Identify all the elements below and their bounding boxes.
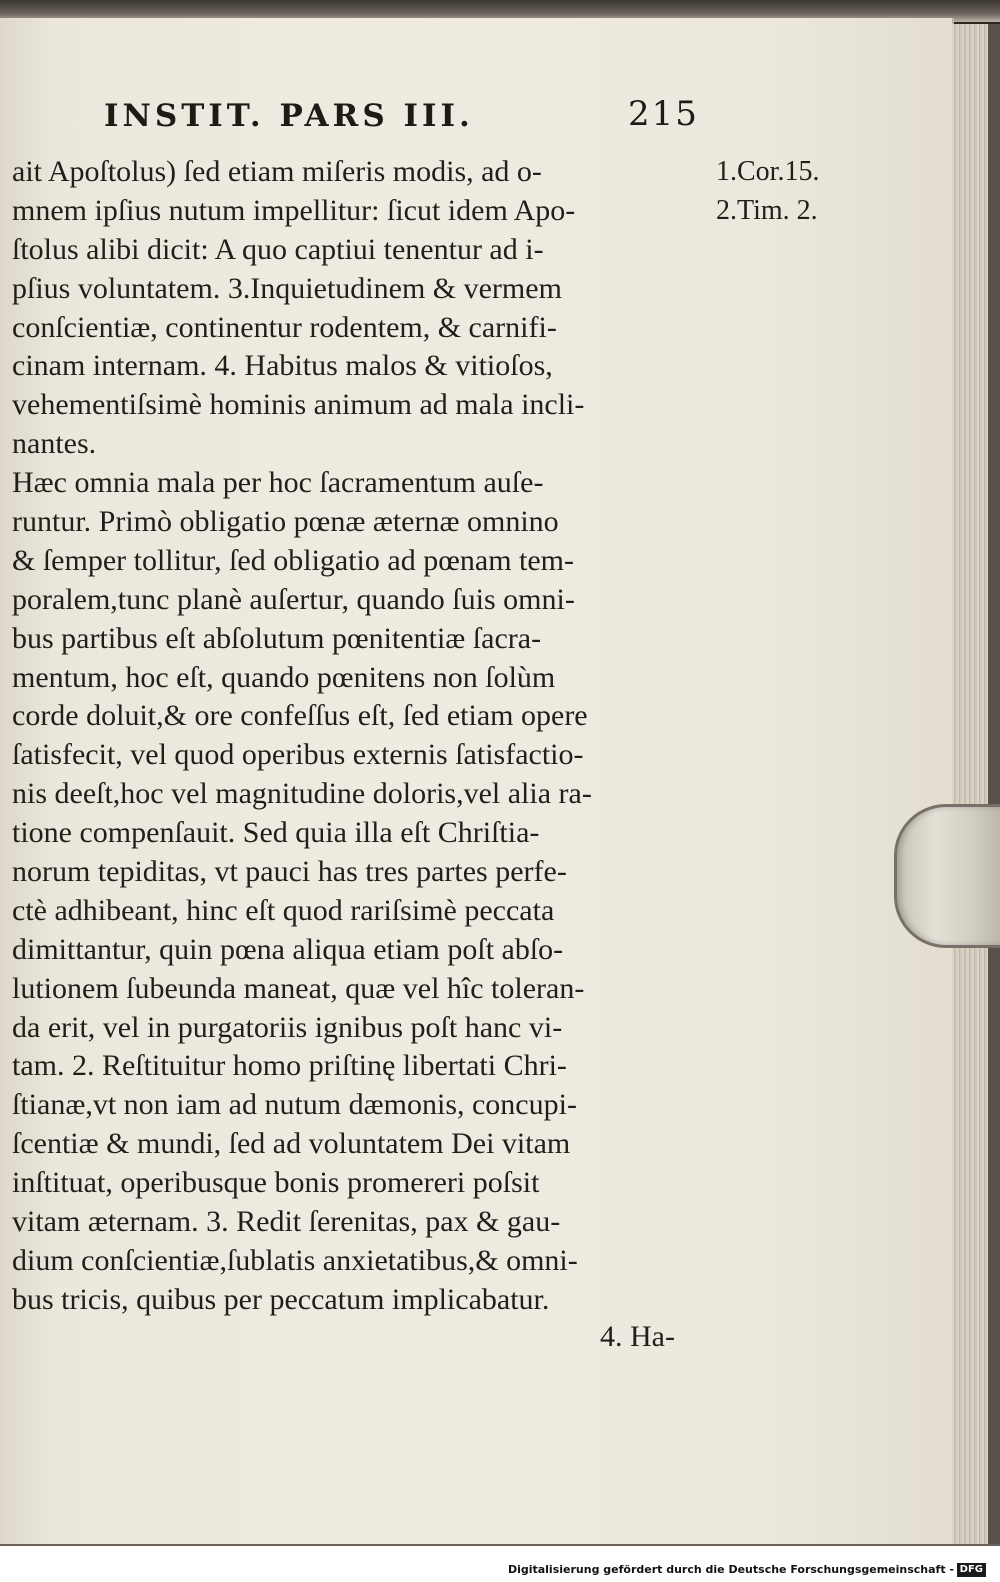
text-line: pſius voluntatem. 3.Inquietudinem & vermem	[12, 271, 562, 305]
text-line: mnem ipſius nutum impellitur: ſicut idem Apo-	[12, 193, 576, 227]
book-clasp	[894, 804, 1000, 948]
text-line: mentum, hoc eſt, quando pœnitens non ſolùm	[12, 660, 556, 694]
text-line: runtur. Primò obligatio pœnæ æternæ omnino	[12, 505, 559, 539]
binding-edge	[988, 24, 1000, 1544]
text-line: poralem,tunc planè auſertur, quando ſuis omni-	[12, 582, 575, 616]
digitization-credit: Digitalisierung gefördert durch die Deutsche Forschungsgemeinschaft -	[507, 1563, 954, 1576]
text-line: ſcentiæ & mundi, ſed ad voluntatem Dei vitam	[12, 1127, 571, 1161]
catchword: 4. Ha-	[600, 1320, 675, 1353]
text-line: inſtituat, operibusque bonis promereri poſsit	[12, 1166, 540, 1200]
text-line: ſatisfecit, vel quod operibus externis ſatisfactio-	[12, 738, 584, 772]
text-line: ſtianæ,vt non iam ad nutum dæmonis, concupi-	[12, 1088, 577, 1122]
text-line: conſcientiæ, continentur rodentem, & carnifi-	[12, 310, 557, 344]
body-text	[12, 153, 592, 1320]
text-line: ctè adhibeant, hinc eſt quod rariſsimè peccata	[12, 893, 555, 927]
text-line: corde doluit,& ore confeſſus eſt, ſed etiam opere	[12, 699, 588, 733]
text-line: norum tepiditas, vt pauci has tres partes perfe-	[12, 855, 567, 889]
text-line: ſtolus alibi dicit: A quo captiui tenentur ad i-	[12, 232, 544, 266]
text-line: bus tricis, quibus per peccatum implicabatur.	[12, 1282, 550, 1316]
text-line: nis deeſt,hoc vel magnitudine doloris,vel alia ra-	[12, 777, 592, 811]
text-line: bus partibus eſt abſolutum pœnitentiæ ſacra-	[12, 621, 542, 655]
marginal-note: 2.Tim. 2.	[716, 194, 818, 226]
text-line: da erit, vel in purgatoriis ignibus poſt hanc vi-	[12, 1010, 563, 1044]
text-line: ait Apoſtolus) ſed etiam miſeris modis, ad o-	[12, 155, 542, 188]
text-line: tam. 2. Reſtituitur homo priſtinę libertati Chri-	[12, 1049, 567, 1083]
text-line: & ſemper tollitur, ſed obligatio ad pœnam tem-	[12, 543, 575, 577]
marginal-notes	[716, 153, 819, 231]
running-head: INSTIT. PARS III.	[104, 98, 474, 134]
text-line: cinam internam. 4. Habitus malos & vitioſos,	[12, 349, 553, 383]
footer-band	[0, 1546, 1000, 1582]
text-line: dium conſcientiæ,ſublatis anxietatibus,& omni-	[12, 1243, 578, 1277]
book-page	[0, 18, 954, 1546]
text-line: nantes.	[12, 427, 97, 461]
text-line: dimittantur, quin pœna aliqua etiam poſt abſo-	[12, 932, 564, 966]
text-line: tione compenſauit. Sed quia illa eſt Chriſtia-	[12, 816, 540, 850]
text-line: vehementiſsimè hominis animum ad mala incli-	[12, 388, 585, 422]
dfg-logo: DFG	[957, 1563, 986, 1577]
text-line: Hæc omnia mala per hoc ſacramentum auſe-	[12, 466, 544, 500]
text-line: lutionem ſubeunda maneat, quæ vel hîc toleran-	[12, 971, 585, 1005]
text-line: vitam æternam. 3. Redit ſerenitas, pax & gau-	[12, 1205, 561, 1239]
marginal-note: 1.Cor.15.	[716, 156, 820, 187]
page-fore-edge	[952, 24, 990, 1544]
page-number: 215	[628, 94, 699, 134]
